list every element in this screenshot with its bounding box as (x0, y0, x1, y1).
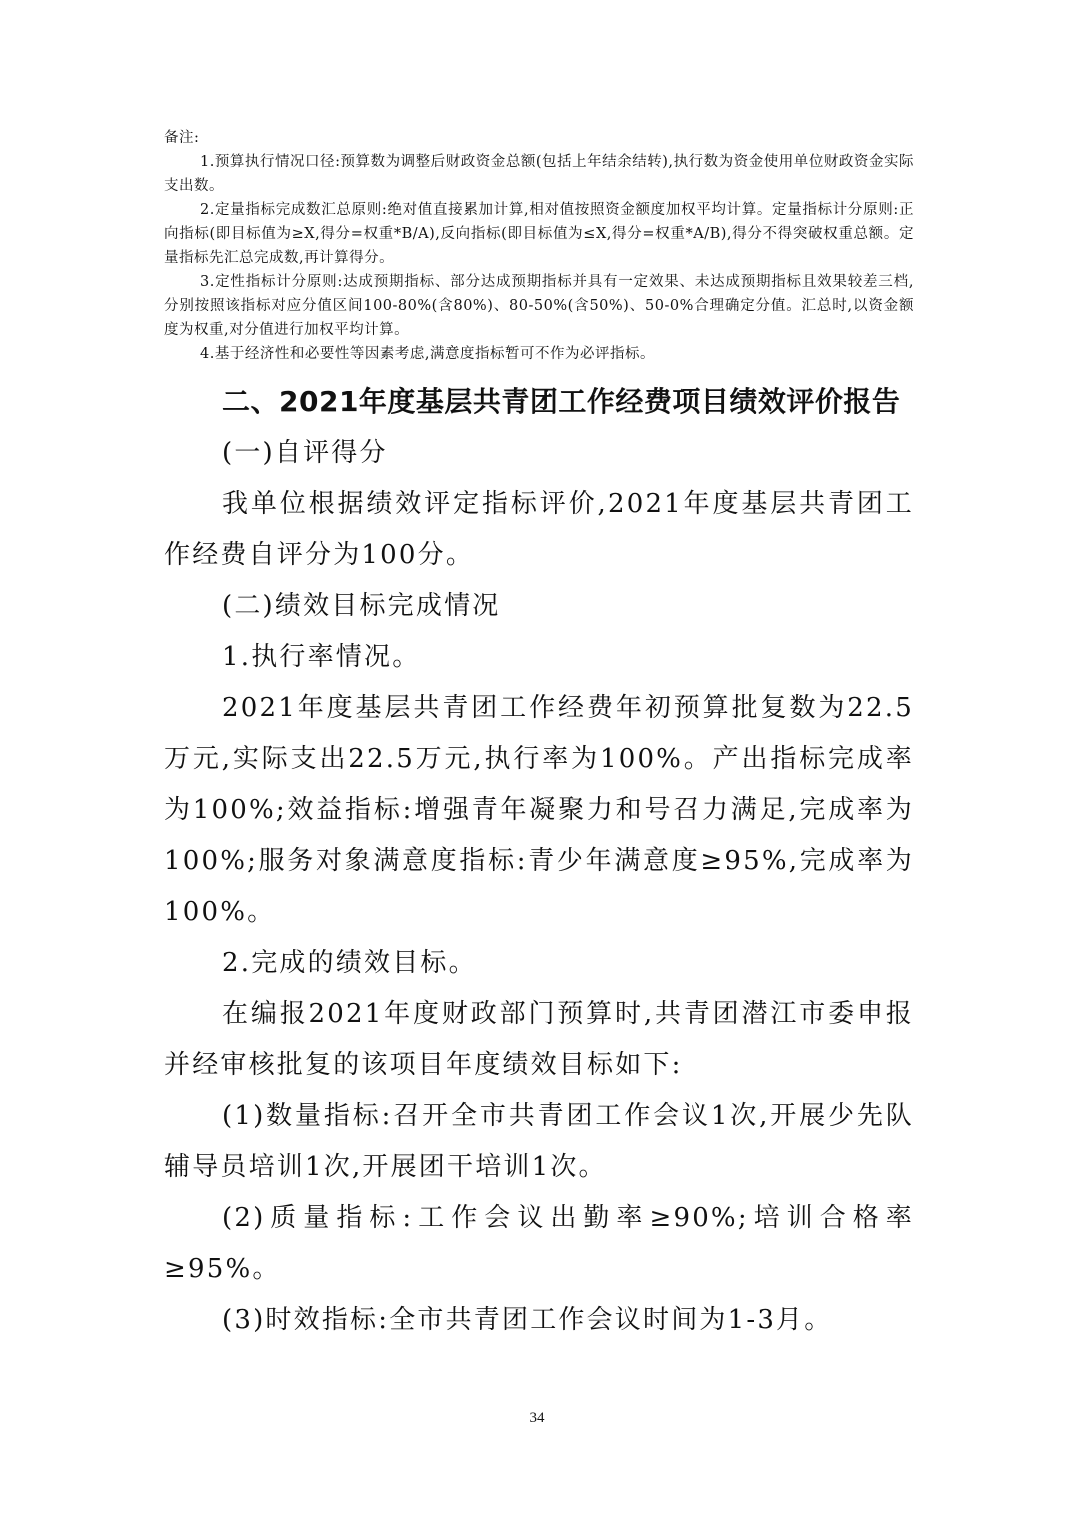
paragraph-goals-intro: 在编报2021年度财政部门预算时,共青团潜江市委申报并经审核批复的该项目年度绩效目标如下: (164, 999, 914, 1080)
section-title: 二、2021年度基层共青团工作经费项目绩效评价报告 (222, 385, 901, 418)
subheading-self-score: (一)自评得分 (222, 438, 388, 468)
paragraph-execution-rate: 2021年度基层共青团工作经费年初预算批复数为22.5万元,实际支出22.5万元,执行率为100%。产出指标完成率为100%;效益指标:增强青年凝聚力和号召力满足,完成率为100%;服务对象满意度指标:青少年满意度≥95%,完成率为100%。 (164, 693, 914, 927)
paragraph-quality-indicator: (2)质量指标:工作会议出勤率≥90%;培训合格率≥95%。 (164, 1203, 914, 1284)
paragraph-timeliness-indicator: (3)时效指标:全市共青团工作会议时间为1-3月。 (222, 1305, 833, 1335)
item-completed-goals: 2.完成的绩效目标。 (222, 948, 477, 978)
notes-section (164, 126, 914, 366)
document-page (164, 126, 914, 1346)
report-body (164, 428, 914, 1346)
page-number: 34 (529, 1410, 545, 1426)
paragraph-quantity-indicator: (1)数量指标:召开全市共青团工作会议1次,开展少先队辅导员培训1次,开展团干培训1次。 (164, 1101, 914, 1182)
note-item-1: 1.预算执行情况口径:预算数为调整后财政资金总额(包括上年结余结转),执行数为资金使用单位财政资金实际支出数。 (164, 154, 914, 194)
paragraph-self-score: 我单位根据绩效评定指标评价,2021年度基层共青团工作经费自评分为100分。 (164, 489, 914, 570)
subheading-goal-completion: (二)绩效目标完成情况 (222, 591, 501, 621)
note-item-2: 2.定量指标完成数汇总原则:绝对值直接累加计算,相对值按照资金额度加权平均计算。定量指标计分原则:正向指标(即目标值为≥X,得分=权重*B/A),反向指标(即目标值为≤X,得分=权重*A/B),得分不得突破权重总额。定量指标先汇总完成数,再计算得分。 (164, 202, 914, 266)
notes-label: 备注: (164, 130, 200, 146)
note-item-4: 4.基于经济性和必要性等因素考虑,满意度指标暂可不作为必评指标。 (200, 346, 655, 362)
note-item-3: 3.定性指标计分原则:达成预期指标、部分达成预期指标并具有一定效果、未达成预期指标且效果较差三档,分别按照该指标对应分值区间100-80%(含80%)、80-50%(含50%)、50-0%合理确定分值。汇总时,以资金额度为权重,对分值进行加权平均计算。 (164, 274, 914, 338)
item-execution-rate: 1.执行率情况。 (222, 642, 421, 672)
